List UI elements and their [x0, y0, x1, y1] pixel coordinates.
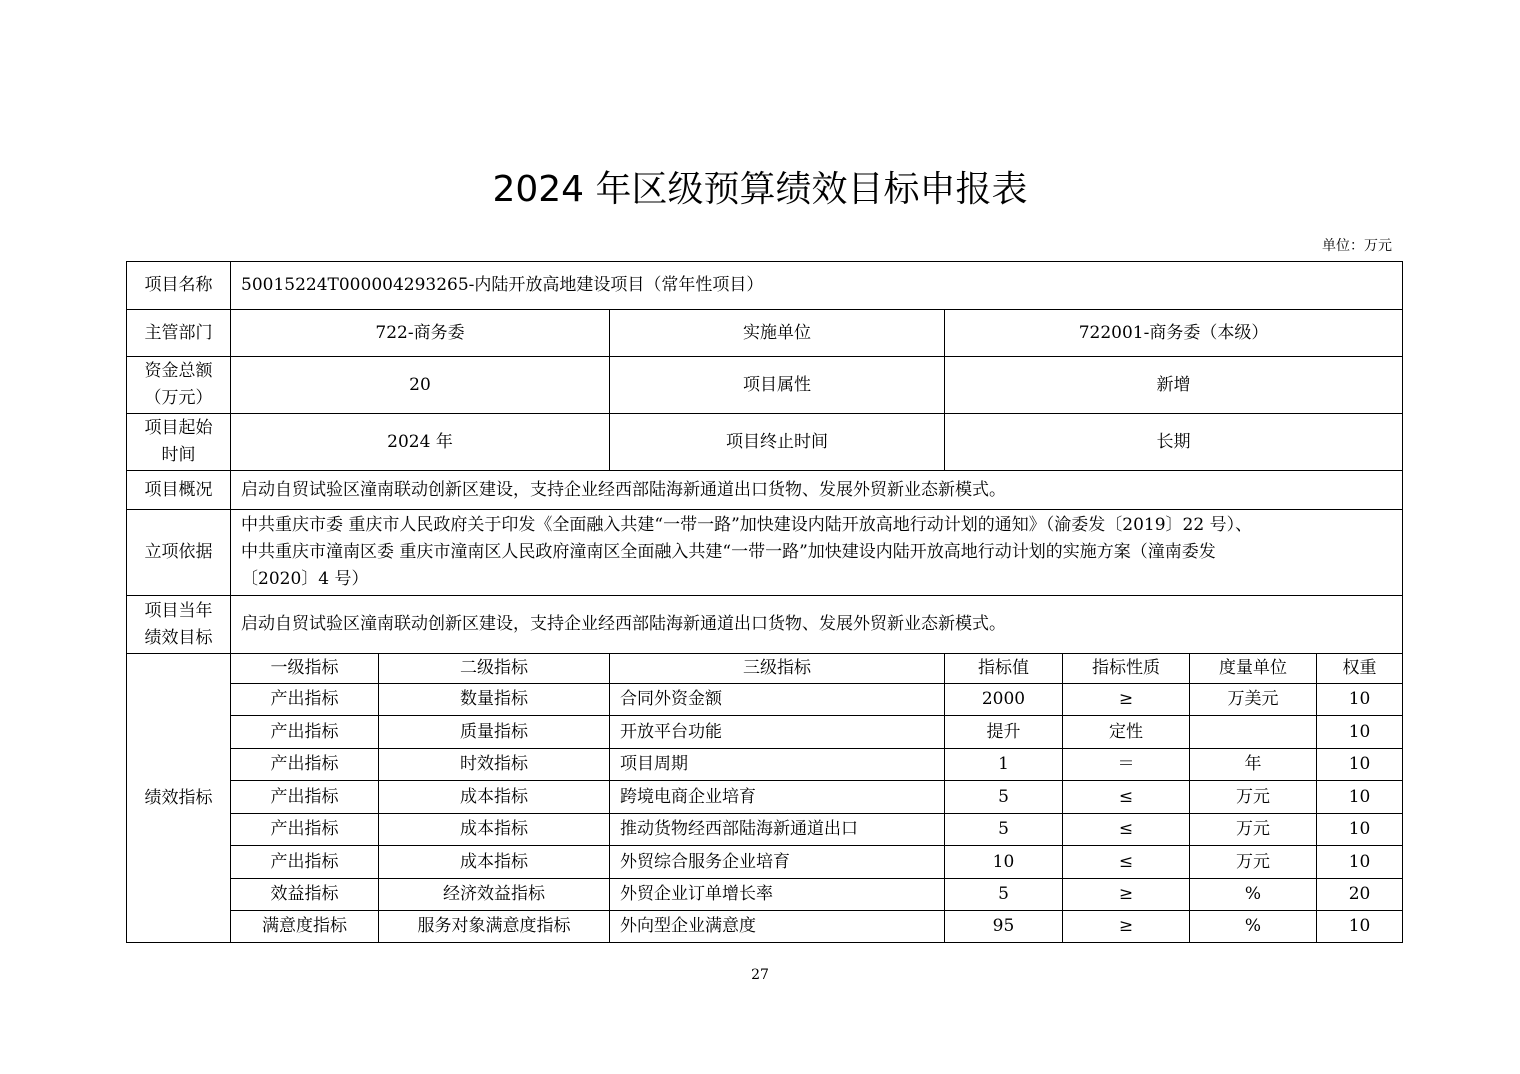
cell-nature: ≤ — [1063, 781, 1190, 814]
header-level2: 二级指标 — [379, 654, 610, 684]
start-label-line2: 时间 — [161, 445, 196, 465]
indicator-row — [127, 716, 1403, 749]
indicator-row — [127, 781, 1403, 814]
cell-level1: 产出指标 — [231, 846, 379, 879]
overview-value: 启动自贸试验区潼南联动创新区建设，支持企业经西部陆海新通道出口货物、发展外贸新业态新模式。 — [231, 471, 1403, 510]
cell-level2: 成本指标 — [379, 814, 610, 846]
row-department — [127, 310, 1403, 357]
cell-value: 5 — [945, 781, 1063, 814]
dept-value: 722-商务委 — [231, 310, 610, 357]
end-label: 项目终止时间 — [610, 414, 945, 471]
cell-weight: 10 — [1317, 781, 1403, 814]
basis-value — [231, 510, 1403, 596]
performance-form-table — [126, 261, 1403, 943]
cell-value: 5 — [945, 814, 1063, 846]
cell-level3: 跨境电商企业培育 — [610, 781, 945, 814]
start-label-line1: 项目起始 — [144, 418, 213, 438]
indicator-row — [127, 846, 1403, 879]
header-nature: 指标性质 — [1063, 654, 1190, 684]
cell-value: 2000 — [945, 684, 1063, 716]
cell-nature: ≤ — [1063, 814, 1190, 846]
cell-level1: 产出指标 — [231, 749, 379, 781]
cell-level2: 数量指标 — [379, 684, 610, 716]
row-goal — [127, 596, 1403, 654]
cell-value: 1 — [945, 749, 1063, 781]
cell-level2: 服务对象满意度指标 — [379, 911, 610, 943]
impl-label: 实施单位 — [610, 310, 945, 357]
dept-label: 主管部门 — [127, 310, 231, 357]
cell-weight: 10 — [1317, 749, 1403, 781]
indicator-row — [127, 879, 1403, 911]
fund-label-line2: （万元） — [144, 388, 213, 408]
cell-nature: ≥ — [1063, 911, 1190, 943]
page-number: 27 — [751, 967, 769, 983]
header-unit: 度量单位 — [1190, 654, 1317, 684]
goal-value: 启动自贸试验区潼南联动创新区建设，支持企业经西部陆海新通道出口货物、发展外贸新业态新模式。 — [231, 596, 1403, 654]
basis-label: 立项依据 — [127, 510, 231, 596]
document-title: 2024 年区级预算绩效目标申报表 — [492, 169, 1028, 210]
fund-label-line1: 资金总额 — [144, 361, 213, 381]
fund-label — [127, 357, 231, 414]
basis-line-2: 中共重庆市潼南区委 重庆市潼南区人民政府潼南区全面融入共建“一带一路”加快建设内陆开放高地行动计划的实施方案（潼南委发 — [241, 542, 1216, 562]
cell-weight: 10 — [1317, 911, 1403, 943]
fund-value: 20 — [231, 357, 610, 414]
goal-label — [127, 596, 231, 654]
row-basis — [127, 510, 1403, 596]
cell-unit: 万美元 — [1190, 684, 1317, 716]
indicator-row — [127, 684, 1403, 716]
indicator-row — [127, 814, 1403, 846]
indicator-row — [127, 749, 1403, 781]
cell-level1: 产出指标 — [231, 716, 379, 749]
cell-level1: 产出指标 — [231, 781, 379, 814]
cell-nature: ≥ — [1063, 879, 1190, 911]
end-value: 长期 — [945, 414, 1403, 471]
header-level1: 一级指标 — [231, 654, 379, 684]
cell-weight: 10 — [1317, 846, 1403, 879]
cell-level1: 产出指标 — [231, 684, 379, 716]
cell-value: 提升 — [945, 716, 1063, 749]
cell-level2: 质量指标 — [379, 716, 610, 749]
cell-value: 5 — [945, 879, 1063, 911]
cell-level3: 外向型企业满意度 — [610, 911, 945, 943]
start-label — [127, 414, 231, 471]
cell-unit: 万元 — [1190, 846, 1317, 879]
header-level3: 三级指标 — [610, 654, 945, 684]
cell-weight: 20 — [1317, 879, 1403, 911]
cell-level3: 开放平台功能 — [610, 716, 945, 749]
cell-level3: 推动货物经西部陆海新通道出口 — [610, 814, 945, 846]
header-value: 指标值 — [945, 654, 1063, 684]
cell-level3: 合同外资金额 — [610, 684, 945, 716]
impl-value: 722001-商务委（本级） — [945, 310, 1403, 357]
project-name-value: 50015224T000004293265-内陆开放高地建设项目（常年性项目） — [231, 262, 1403, 310]
cell-weight: 10 — [1317, 716, 1403, 749]
start-value: 2024 年 — [231, 414, 610, 471]
cell-level3: 外贸综合服务企业培育 — [610, 846, 945, 879]
row-fund — [127, 357, 1403, 414]
indicators-section-label: 绩效指标 — [127, 654, 231, 943]
attr-label: 项目属性 — [610, 357, 945, 414]
cell-level2: 时效指标 — [379, 749, 610, 781]
cell-nature: ＝ — [1063, 749, 1190, 781]
row-overview — [127, 471, 1403, 510]
cell-level1: 产出指标 — [231, 814, 379, 846]
attr-value: 新增 — [945, 357, 1403, 414]
indicator-header-row — [127, 654, 1403, 684]
row-project-name — [127, 262, 1403, 310]
cell-unit: % — [1190, 879, 1317, 911]
goal-label-line2: 绩效目标 — [144, 627, 213, 648]
project-name-label: 项目名称 — [127, 262, 231, 310]
cell-nature: 定性 — [1063, 716, 1190, 749]
indicator-row — [127, 911, 1403, 943]
cell-level1: 效益指标 — [231, 879, 379, 911]
cell-level1: 满意度指标 — [231, 911, 379, 943]
basis-line-3: 〔2020〕4 号） — [241, 569, 369, 589]
cell-unit: % — [1190, 911, 1317, 943]
row-period — [127, 414, 1403, 471]
cell-weight: 10 — [1317, 684, 1403, 716]
cell-level2: 成本指标 — [379, 846, 610, 879]
cell-level2: 经济效益指标 — [379, 879, 610, 911]
basis-line-1: 中共重庆市委 重庆市人民政府关于印发《全面融入共建“一带一路”加快建设内陆开放高地行动计划的通知》（渝委发〔2019〕22 号）、 — [241, 515, 1253, 535]
cell-unit — [1190, 716, 1317, 749]
cell-unit: 万元 — [1190, 781, 1317, 814]
unit-note: 单位：万元 — [1322, 238, 1392, 254]
overview-label: 项目概况 — [127, 471, 231, 510]
cell-level3: 项目周期 — [610, 749, 945, 781]
cell-nature: ≤ — [1063, 846, 1190, 879]
cell-nature: ≥ — [1063, 684, 1190, 716]
cell-value: 95 — [945, 911, 1063, 943]
cell-value: 10 — [945, 846, 1063, 879]
goal-label-line1: 项目当年 — [144, 600, 213, 621]
cell-level3: 外贸企业订单增长率 — [610, 879, 945, 911]
header-weight: 权重 — [1317, 654, 1403, 684]
cell-unit: 年 — [1190, 749, 1317, 781]
cell-level2: 成本指标 — [379, 781, 610, 814]
cell-unit: 万元 — [1190, 814, 1317, 846]
cell-weight: 10 — [1317, 814, 1403, 846]
